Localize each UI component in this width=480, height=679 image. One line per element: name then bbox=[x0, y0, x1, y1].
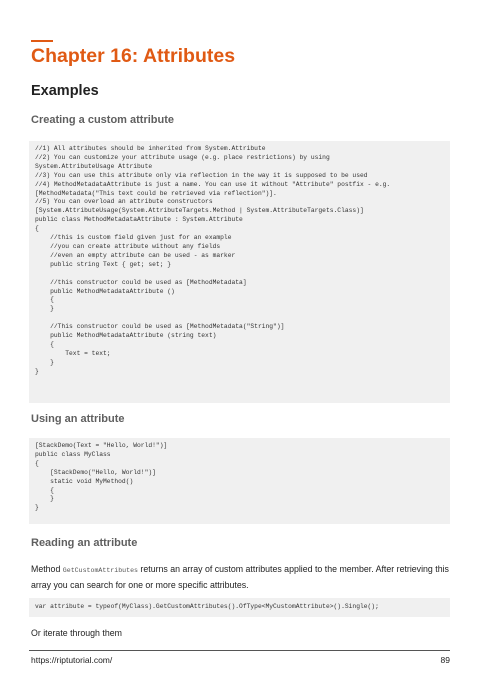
chapter-accent-rule bbox=[31, 40, 53, 42]
page-number: 89 bbox=[440, 655, 450, 665]
code-block-reading-attribute: var attribute = typeof(MyClass).GetCustomAttributes().OfType<MyCustomAttribute>().Single(); bbox=[29, 598, 450, 617]
section-title: Examples bbox=[31, 83, 99, 99]
subsection-title-reading: Reading an attribute bbox=[31, 537, 138, 549]
reading-paragraph-suffix: returns an array of custom attributes applied to the member. After retrieving this array you can search for one or more specific attributes. bbox=[31, 564, 449, 590]
reading-paragraph-prefix: Method bbox=[31, 564, 63, 574]
iterate-paragraph: Or iterate through them bbox=[31, 628, 122, 638]
reading-paragraph bbox=[31, 562, 451, 592]
subsection-title-creating: Creating a custom attribute bbox=[31, 114, 175, 126]
code-block-custom-attribute: //1) All attributes should be inherited from System.Attribute //2) You can customize your attribute usage (e.g. place restrictions) by using System.AttributeUsage Attribute //3) You can use this attribute only via reflection in the way it is supposed to be used //4) MethodMetadataAttribute is just a name. You can use it without "Attribute" postfix - e.g. [MethodMetadata("This text could be retrieved via reflection")]. //5) You can overload an attribute constructors [System.AttributeUsage(System.AttributeTargets.Method | System.AttributeTargets.Class)] public class MethodMetadataAttribute : System.Attribute { //this is custom field given just for an example //you can create attribute without any fields //even an empty attribute can be used - as marker public string Text { get; set; } //this constructor could be used as [MethodMetadata] public MethodMetadataAttribute () { } //This constructor could be used as [MethodMetadata("String")] public MethodMetadataAttribute (string text) { Text = text; } } bbox=[29, 141, 450, 403]
subsection-title-using: Using an attribute bbox=[31, 413, 125, 425]
inline-code-getcustomattributes: GetCustomAttributes bbox=[62, 567, 138, 574]
code-block-using-attribute: [StackDemo(Text = "Hello, World!")] public class MyClass { [StackDemo("Hello, World!")] static void MyMethod() { } } bbox=[29, 438, 450, 524]
footer-url: https://riptutorial.com/ bbox=[31, 655, 113, 665]
footer-rule bbox=[29, 650, 450, 651]
chapter-title: Chapter 16: Attributes bbox=[31, 45, 236, 67]
